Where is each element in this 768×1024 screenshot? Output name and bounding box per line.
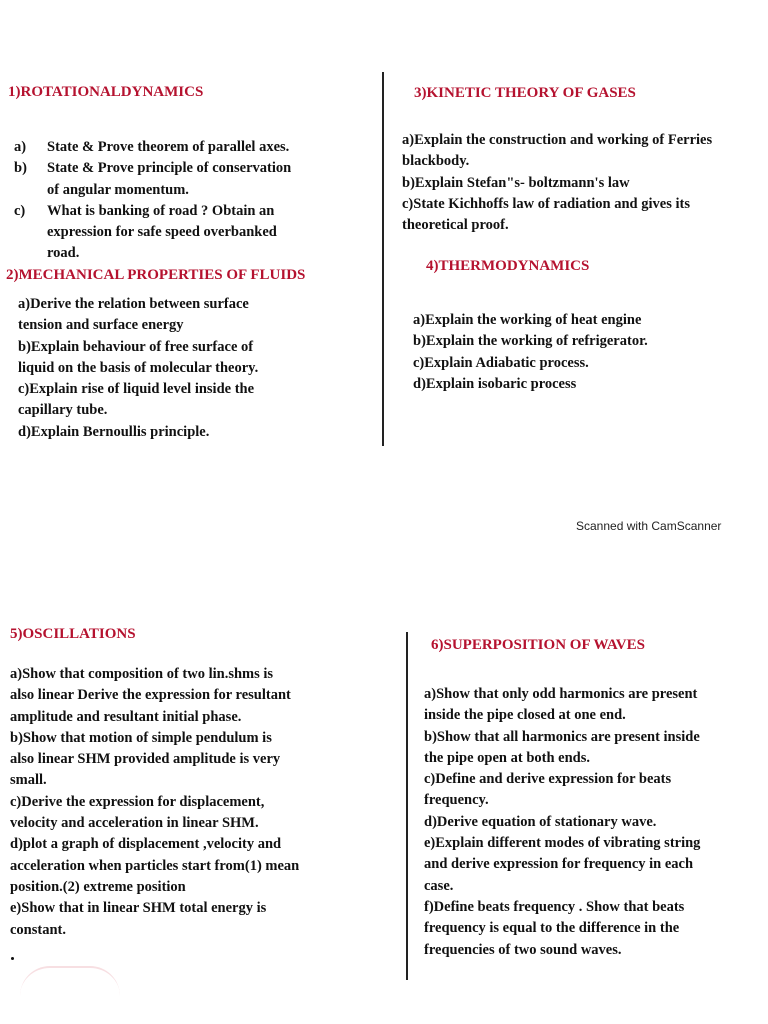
question-line: d)Derive equation of stationary wave. (424, 813, 657, 830)
question-line: theoretical proof. (402, 217, 509, 234)
question-line: constant. (10, 921, 66, 938)
question-line: acceleration when particles start from(1) mean (10, 857, 300, 874)
question-line: State & Prove principle of conservation (47, 160, 292, 177)
question-line: c)Derive the expression for displacement, (10, 793, 265, 810)
question-line: e)Explain different modes of vibrating string (424, 835, 701, 852)
question-line: a)Show that only odd harmonics are present (424, 686, 698, 702)
rotational-dynamics-questions (14, 137, 291, 265)
question-line: velocity and acceleration in linear SHM. (10, 815, 259, 832)
question-line: road. (47, 245, 80, 262)
question-line: a)Explain the construction and working of Ferries (402, 132, 713, 148)
question-line: blackbody. (402, 153, 470, 170)
question-line: c)Explain rise of liquid level inside the (18, 381, 255, 398)
thermodynamics-questions (413, 310, 648, 395)
stray-mark (11, 957, 14, 960)
question-line: of angular momentum. (47, 181, 189, 198)
question-line: b)Show that motion of simple pendulum is (10, 729, 272, 746)
question-line: case. (424, 877, 454, 894)
question-line: a)Explain the working of heat engine (413, 312, 642, 328)
question-label: c) (14, 202, 26, 219)
question-line: frequency. (424, 792, 489, 809)
question-line: position.(2) extreme position (10, 878, 186, 895)
question-line: d)Explain Bernoullis principle. (18, 423, 210, 440)
question-line: also linear Derive the expression for resultant (10, 687, 291, 704)
question-line: What is banking of road ? Obtain an (47, 202, 275, 219)
question-line: inside the pipe closed at one end. (424, 707, 626, 724)
question-line: liquid on the basis of molecular theory. (18, 359, 259, 376)
fluids-questions (18, 294, 258, 443)
section-heading-rotational-dynamics: 1)ROTATIONALDYNAMICS (8, 84, 204, 100)
superposition-questions (424, 684, 700, 961)
question-line: also linear SHM provided amplitude is very (10, 751, 281, 768)
question-line: b)Show that all harmonics are present inside (424, 728, 700, 745)
question-line: e)Show that in linear SHM total energy is (10, 900, 267, 917)
question-item (14, 201, 291, 265)
question-line: capillary tube. (18, 402, 108, 419)
question-line: d)plot a graph of displacement ,velocity and (10, 836, 282, 853)
question-line: b)Explain the working of refrigerator. (413, 333, 648, 350)
question-line: b)Explain Stefan"s- boltzmann's law (402, 174, 630, 191)
question-item (14, 137, 291, 158)
smudge-mark (20, 966, 120, 996)
column-divider (406, 632, 408, 980)
oscillations-questions (10, 664, 299, 941)
section-heading-oscillations: 5)OSCILLATIONS (10, 626, 136, 642)
question-line: the pipe open at both ends. (424, 749, 590, 766)
scanner-watermark: Scanned with CamScanner (576, 519, 722, 533)
question-line: d)Explain isobaric process (413, 375, 577, 392)
question-line: amplitude and resultant initial phase. (10, 708, 242, 725)
section-heading-thermodynamics: 4)THERMODYNAMICS (426, 258, 590, 274)
question-item (14, 158, 291, 201)
question-label: b) (14, 160, 27, 177)
section-heading-superposition-of-waves: 6)SUPERPOSITION OF WAVES (431, 637, 645, 653)
column-divider (382, 72, 384, 446)
question-line: c)State Kichhoffs law of radiation and gives its (402, 195, 690, 212)
question-line: small. (10, 772, 47, 789)
question-line: c)Explain Adiabatic process. (413, 354, 589, 371)
question-line: c)Define and derive expression for beats (424, 771, 672, 788)
section-heading-mechanical-properties-of-fluids: 2)MECHANICAL PROPERTIES OF FLUIDS (6, 267, 306, 283)
question-line: frequency is equal to the difference in the (424, 920, 680, 937)
question-line: f)Define beats frequency . Show that beats (424, 898, 685, 915)
question-line: b)Explain behaviour of free surface of (18, 338, 254, 355)
question-line: tension and surface energy (18, 317, 184, 334)
question-line: and derive expression for frequency in each (424, 856, 694, 873)
question-line: expression for safe speed overbanked (47, 224, 277, 241)
question-line: a)Show that composition of two lin.shms is (10, 666, 274, 682)
question-label: a) (14, 139, 27, 155)
section-heading-kinetic-theory-of-gases: 3)KINETIC THEORY OF GASES (414, 85, 636, 101)
kinetic-theory-questions (402, 130, 712, 236)
question-line: frequencies of two sound waves. (424, 941, 622, 958)
question-line: a)Derive the relation between surface (18, 296, 249, 312)
question-line: State & Prove theorem of parallel axes. (47, 139, 290, 155)
